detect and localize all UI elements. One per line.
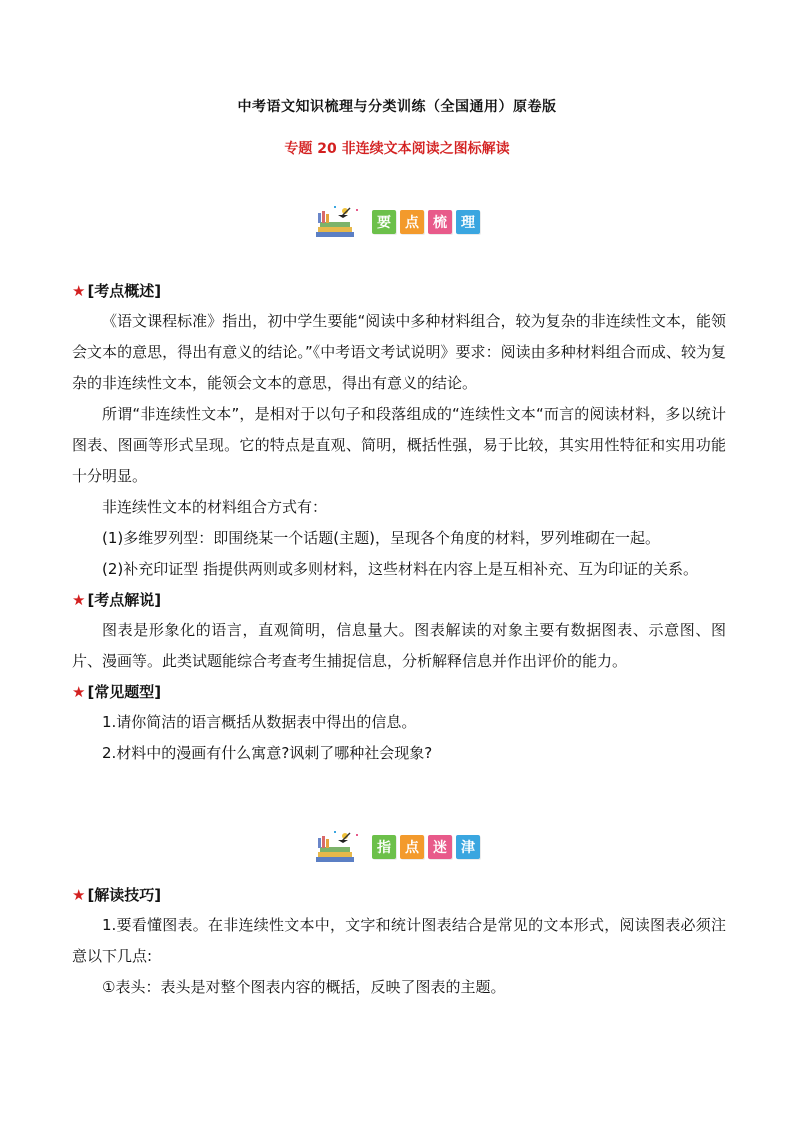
skills-paragraph-2: ①表头：表头是对整个图表内容的概括，反映了图表的主题。 (102, 978, 506, 996)
skills-paragraph-1: 1.要看懂图表。在非连续性文本中，文字和统计图表结合是常见的文本形式，阅读图表必须注意以下几点: (72, 916, 726, 965)
banner-char-2: 点 (400, 210, 424, 234)
skills-content (72, 880, 726, 1003)
overview-paragraph-1: 《语文课程标准》指出，初中学生要能“阅读中多种材料组合，较为复杂的非连续性文本，能领会文本的意思，得出有意义的结论。”《中考语文考试说明》要求：阅读由多种材料组合而成、较为复杂的非连续性文本，能领会文本的意思，得出有意义的结论。 (72, 312, 726, 392)
heading-skills: ★ [解读技巧] (72, 886, 162, 904)
types-question-2: 2.材料中的漫画有什么寓意?讽刺了哪种社会现象? (102, 744, 433, 762)
types-question-1: 1.请你简洁的语言概括从数据表中得出的信息。 (102, 713, 417, 731)
banner-char-3: 梳 (428, 210, 452, 234)
main-content (72, 276, 726, 769)
document-title: 中考语文知识梳理与分类训练（全国通用）原卷版 (237, 99, 557, 115)
books-lamp-icon (314, 205, 368, 239)
explain-paragraph-1: 图表是形象化的语言，直观简明，信息量大。图表解读的对象主要有数据图表、示意图、图片、漫画等。此类试题能综合考查考生捕捉信息，分析解释信息并作出评价的能力。 (72, 621, 726, 670)
heading-overview: ★ [考点概述] (72, 282, 162, 300)
banner-char-1: 要 (372, 210, 396, 234)
overview-paragraph-2: 所谓“非连续性文本”，是相对于以句子和段落组成的“连续性文本“而言的阅读材料，多以统计图表、图画等形式呈现。它的特点是直观、简明，概括性强，易于比较，其实用性特征和实用功能十分明显。 (72, 405, 726, 485)
section-banner-key-points (0, 205, 794, 239)
heading-explain: ★ [考点解说] (72, 591, 162, 609)
banner-char-4: 津 (456, 835, 480, 859)
star-icon: ★ (72, 886, 86, 904)
banner-char-1: 指 (372, 835, 396, 859)
overview-item-2: (2)补充印证型 指提供两则或多则材料，这些材料在内容上是互相补充、互为印证的关系。 (102, 560, 699, 578)
star-icon: ★ (72, 591, 86, 609)
books-lamp-icon (314, 830, 368, 864)
banner-char-3: 迷 (428, 835, 452, 859)
star-icon: ★ (72, 282, 86, 300)
overview-item-1: (1)多维罗列型：即围绕某一个话题(主题)，呈现各个角度的材料，罗列堆砌在一起。 (102, 529, 660, 547)
banner-char-2: 点 (400, 835, 424, 859)
banner-char-4: 理 (456, 210, 480, 234)
document-subtitle: 专题 20 非连续文本阅读之图标解读 (284, 141, 510, 157)
overview-paragraph-3: 非连续性文本的材料组合方式有： (102, 498, 328, 516)
heading-types: ★ [常见题型] (72, 683, 162, 701)
star-icon: ★ (72, 683, 86, 701)
section-banner-guidance (0, 830, 794, 864)
